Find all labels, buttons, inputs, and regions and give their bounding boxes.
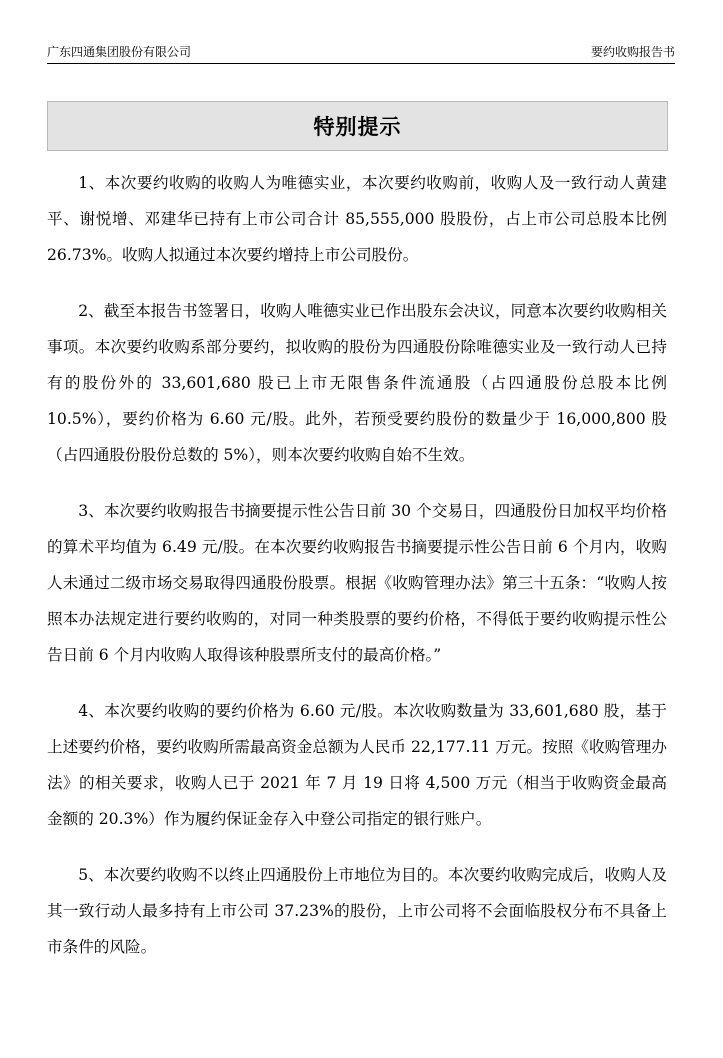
header-divider: [47, 63, 675, 64]
paragraph-4: 4、本次要约收购的要约价格为 6.60 元/股。本次收购数量为 33,601,680 股，基于上述要约价格，要约收购所需最高资金总额为人民币 22,177.11 万元。按照《收购管理办法》的相关要求，收购人已于 2021 年 7 月 19 日将 4,500 万元（相当于收购资金最高金额的 20.3%）作为履约保证金存入中登公司指定的银行账户。: [47, 702, 667, 828]
paragraph-5: 5、本次要约收购不以终止四通股份上市地位为目的。本次要约收购完成后，收购人及其一致行动人最多持有上市公司 37.23%的股份，上市公司将不会面临股权分布不具备上市条件的风险。: [47, 866, 667, 956]
notice-content: [47, 165, 667, 985]
company-name: 广东四通集团股份有限公司: [47, 45, 192, 59]
paragraph-3: 3、本次要约收购报告书摘要提示性公告日前 30 个交易日，四通股份日加权平均价格的算术平均值为 6.49 元/股。在本次要约收购报告书摘要提示性公告日前 6 个月内，收购人未通过二级市场交易取得四通股份股票。根据《收购管理办法》第三十五条：“收购人按照本办法规定进行要约收购的，对同一种类股票的要约价格，不得低于要约收购提示性公告日前 6 个月内收购人取得该种股票所支付的最高价格。”: [47, 502, 667, 664]
section-title: 特别提示: [313, 114, 402, 139]
paragraph-2: 2、截至本报告书签署日，收购人唯德实业已作出股东会决议，同意本次要约收购相关事项。本次要约收购系部分要约，拟收购的股份为四通股份除唯德实业及一致行动人已持有的股份外的 33,601,680 股已上市无限售条件流通股（占四通股份总股本比例 10.5%），要约价格为 6.60 元/股。此外，若预受要约股份的数量少于 16,000,800 股（占四通股份股份总数的 5%），则本次要约收购自始不生效。: [47, 302, 667, 464]
document-title: 要约收购报告书: [590, 45, 675, 59]
paragraph-1: 1、本次要约收购的收购人为唯德实业，本次要约收购前，收购人及一致行动人黄建平、谢悦增、邓建华已持有上市公司合计 85,555,000 股股份，占上市公司总股本比例 26.73%。收购人拟通过本次要约增持上市公司股份。: [47, 174, 667, 264]
section-title-box: [47, 101, 668, 151]
